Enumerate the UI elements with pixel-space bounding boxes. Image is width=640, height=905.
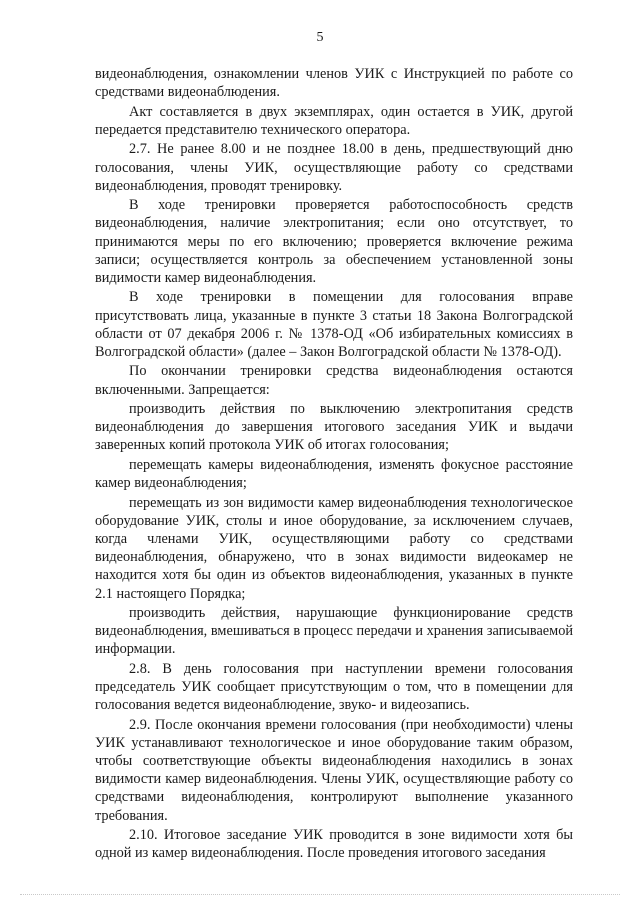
document-body	[95, 65, 573, 864]
paragraph-2-10: 2.10. Итоговое заседание УИК проводится в зоне видимости хотя бы одной из камер видеонаблюдения. После проведения итогового заседания	[95, 827, 573, 862]
scan-edge-divider	[20, 894, 620, 896]
paragraph-2-8: 2.8. В день голосования при наступлении времени голосования председатель УИК сообщает присутствующим о том, что в помещении для голосования ведется видеонаблюдение, звуко- и видеозапись.	[95, 660, 573, 714]
paragraph-act-copies: Акт составляется в двух экземплярах, один остается в УИК, другой передается представителю технического оператора.	[95, 103, 573, 138]
paragraph-2-7: 2.7. Не ранее 8.00 и не позднее 18.00 в день, предшествующий дню голосования, члены УИК, осуществляющие работу со средствами видеонаблюдения, проводят тренировку.	[95, 141, 573, 194]
list-item-interference: производить действия, нарушающие функционирование средств видеонаблюдения, вмешиваться в процесс передачи и хранения записываемой информации.	[95, 605, 573, 658]
list-item-power: производить действия по выключению электропитания средств видеонаблюдения до завершения итогового заседания УИК и выдачи заверенных копий протокола УИК об итогах голосования;	[95, 401, 573, 454]
paragraph-prohibitions-intro: По окончании тренировки средства видеонаблюдения остаются включенными. Запрещается:	[95, 363, 573, 398]
paragraph-training-attendees: В ходе тренировки в помещении для голосования вправе присутствовать лица, указанные в пункте 3 статьи 18 Закона Волгоградской области от 07 декабря 2006 г. № 1378-ОД «Об избирательных комиссиях в Волгоградской области» (далее – Закон Волгоградской области № 1378-ОД).	[95, 289, 573, 360]
list-item-equipment: перемещать из зон видимости камер видеонаблюдения технологическое оборудование УИК, столы и иное оборудование, за исключением случаев, когда членами УИК, осуществляющими работу со средствами видеонаблюдения, обнаружено, что в зонах видимости видеокамер не находится хотя бы один из объектов видеонаблюдения, указанных в пункте 2.1 настоящего Порядка;	[95, 494, 573, 602]
paragraph-training-check: В ходе тренировки проверяется работоспособность средств видеонаблюдения, наличие электропитания; если оно отсутствует, то принимаются меры по его включению; проверяется включение режима записи; осуществляется контроль за обеспечением установленной зоны видимости камер видеонаблюдения.	[95, 197, 573, 286]
paragraph-2-9: 2.9. После окончания времени голосования (при необходимости) члены УИК устанавливают технологическое и иное оборудование таким образом, чтобы соответствующие объекты видеонаблюдения находились в зонах видимости камер видеонаблюдения. Члены УИК, осуществляющие работу со средствами видеонаблюдения, контролируют выполнение указанного требования.	[95, 716, 573, 824]
list-item-cameras: перемещать камеры видеонаблюдения, изменять фокусное расстояние камер видеонаблюдения;	[95, 457, 573, 492]
paragraph-continuation: видеонаблюдения, ознакомлении членов УИК с Инструкцией по работе со средствами видеонаблюдения.	[95, 66, 573, 101]
page-number: 5	[316, 30, 324, 45]
